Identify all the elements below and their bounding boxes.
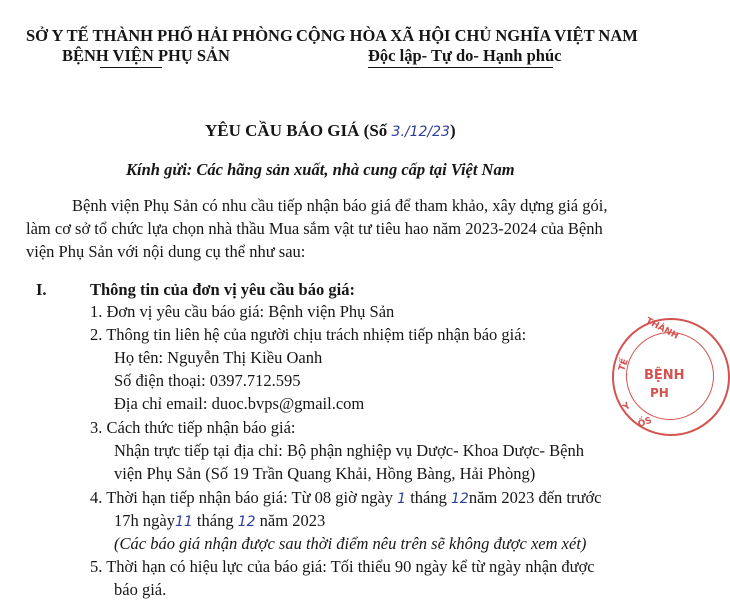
item-4-note: (Các báo giá nhận được sau thời điểm nêu trên sẽ không được xem xét) [114,534,587,553]
item-3-line-1: Nhận trực tiếp tại địa chỉ: Bộ phận nghiệp vụ Dược- Khoa Dược- Bệnh [114,441,584,460]
stamp-center-text: BỆNH [644,368,685,383]
contact-email: Địa chỉ email: duoc.bvps@gmail.com [114,394,365,413]
item-4-month-handwritten: 12 [451,491,469,507]
stamp-top-text: THÀNH [643,316,680,342]
item-4-day2-handwritten: 11 [174,514,193,530]
intro-line-3: viện Phụ Sản với nội dung cụ thể như sau: [26,242,306,261]
official-stamp [612,318,730,436]
intro-line-2: làm cơ sở tổ chức lựa chọn nhà thầu Mua sắm vật tư tiêu hao năm 2023-2024 của Bệnh [26,219,603,238]
item-4 [90,488,602,508]
item-4-month2-handwritten: 12 [237,514,256,530]
item-5: 5. Thời hạn có hiệu lực của báo giá: Tối thiểu 90 ngày kể từ ngày nhận được [90,557,595,576]
item-4-line-2 [114,511,325,531]
document-title [205,121,456,141]
country-name: CỘNG HÒA XÃ HỘI CHỦ NGHĨA VIỆT NAM [296,26,638,45]
title-number: 3./12/23 [391,124,450,140]
hospital-name: BỆNH VIỆN PHỤ SẢN [62,46,230,65]
hospital-underline [100,67,162,68]
motto-underline [368,67,553,68]
item-4-l2-text-3: năm 2023 [255,511,326,530]
motto: Độc lập- Tự do- Hạnh phúc [368,46,562,65]
section-numeral: I. [36,280,47,299]
title-prefix: YÊU CẦU BÁO GIÁ (Số [205,121,392,140]
item-4-day-handwritten: 1 [397,491,407,507]
title-suffix: ) [449,121,456,140]
item-4-text-1: 4. Thời hạn tiếp nhận báo giá: Từ 08 giờ ngày [90,488,394,507]
item-1: 1. Đơn vị yêu cầu báo giá: Bệnh viện Phụ Sản [90,302,395,321]
intro-line-1: Bệnh viện Phụ Sản có nhu cầu tiếp nhận báo giá để tham khảo, xây dựng giá gói, [72,196,608,215]
contact-name: Họ tên: Nguyễn Thị Kiều Oanh [114,348,323,367]
item-4-l2-text-2: tháng [192,511,234,530]
item-2: 2. Thông tin liên hệ của người chịu trách nhiệm tiếp nhận báo giá: [90,325,527,344]
greeting: Kính gửi: Các hãng sản xuất, nhà cung cấp tại Việt Nam [126,160,515,179]
stamp-left-text: TẾ [617,357,631,373]
item-4-text-2: tháng [406,488,447,507]
item-5-line-2: báo giá. [114,580,167,599]
section-heading: Thông tin của đơn vị yêu cầu báo giá: [90,280,355,299]
stamp-center-text-2: PH [650,386,669,400]
item-3-line-2: viện Phụ Sản (Số 19 Trần Quang Khải, Hồng Bàng, Hải Phòng) [114,464,536,483]
agency-name: SỞ Y TẾ THÀNH PHỐ HẢI PHÒNG [26,26,293,45]
contact-phone: Số điện thoại: 0397.712.595 [114,371,301,390]
stamp-bottom-text-2: ỐS [636,415,654,431]
item-4-text-3: năm 2023 đến trước [468,488,602,507]
item-4-l2-text-1: 17h ngày [114,511,175,530]
stamp-bottom-text: Y [621,401,633,413]
item-3: 3. Cách thức tiếp nhận báo giá: [90,418,296,437]
